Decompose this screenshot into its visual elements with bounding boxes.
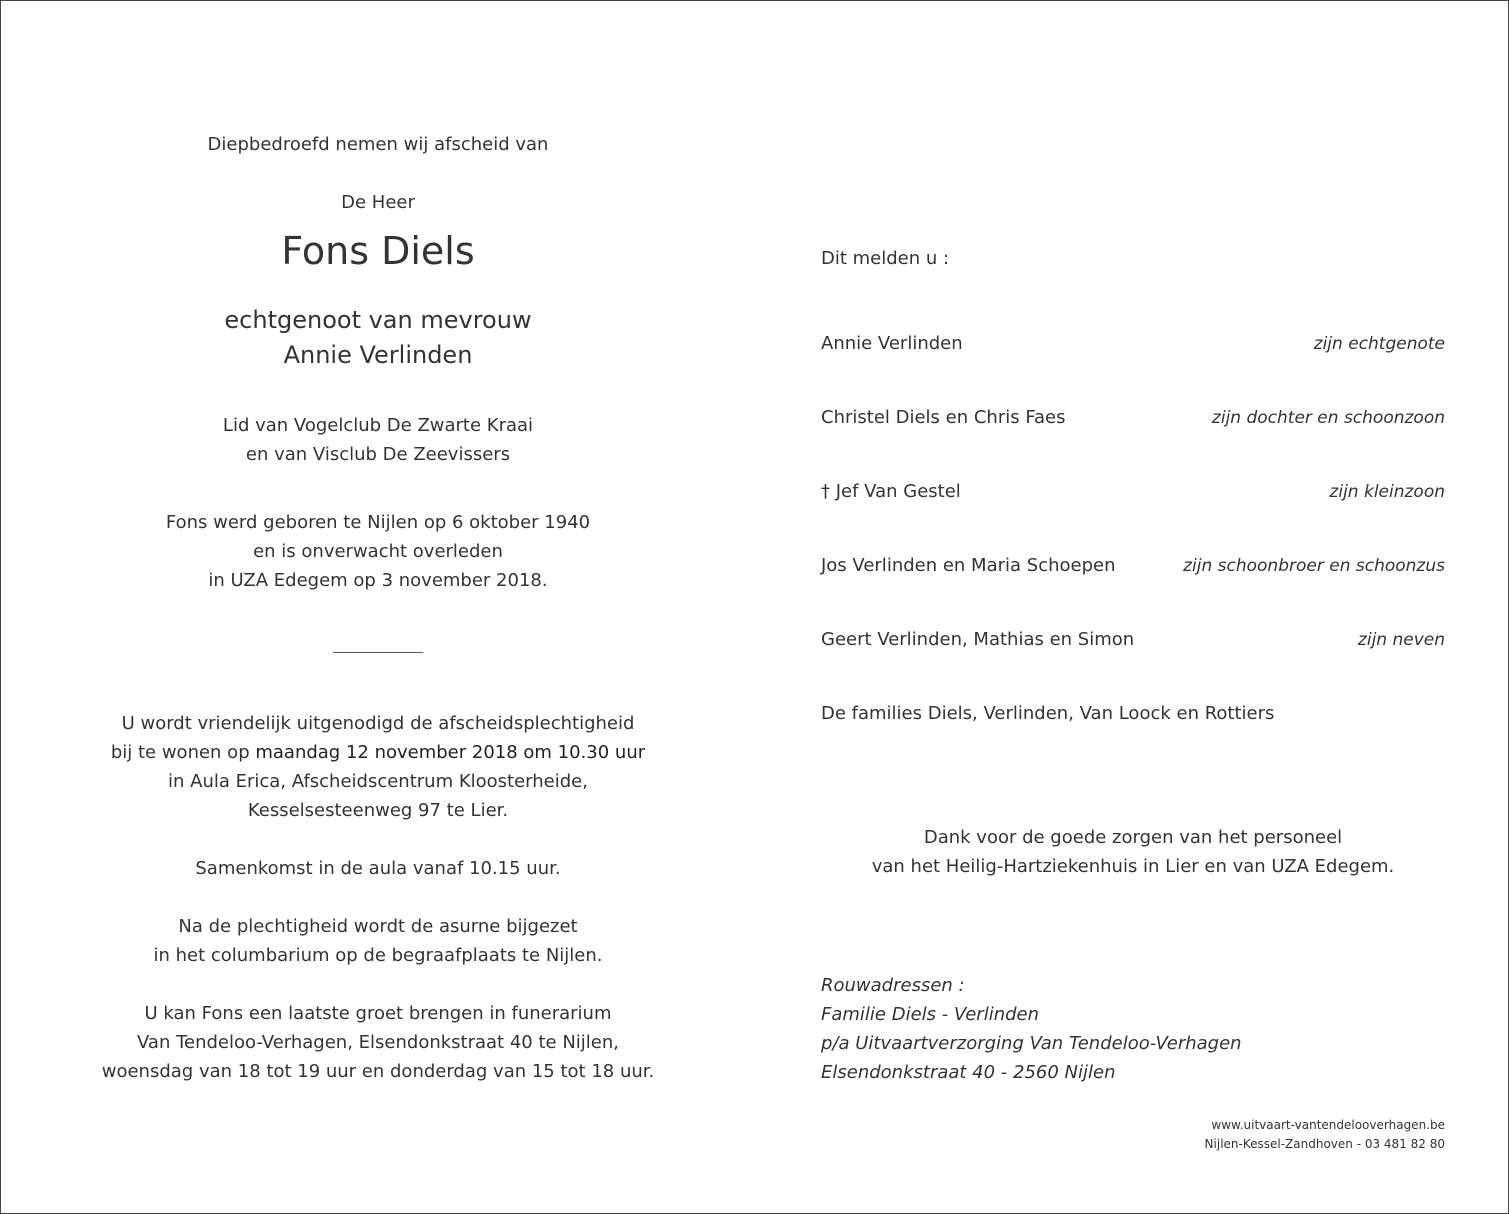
relative-name: Geert Verlinden, Mathias en Simon [821, 629, 1135, 650]
invite-line-1: U wordt vriendelijk uitgenodigd de afscheidsplechtigheid [121, 713, 635, 734]
gathering-text: Samenkomst in de aula vanaf 10.15 uur. [195, 858, 561, 879]
relative-name: Jos Verlinden en Maria Schoepen [821, 555, 1116, 576]
honorific: De Heer [341, 192, 415, 213]
urn-line-2: in het columbarium op de begraafplaats te Nijlen. [153, 945, 603, 966]
address-line-3: Elsendonkstraat 40 - 2560 Nijlen [821, 1062, 1116, 1083]
invite-line-3: in Aula Erica, Afscheidscentrum Kloosterheide, [168, 771, 588, 792]
footer-website: www.uitvaart-vantendelooverhagen.be [1211, 1118, 1445, 1132]
address-line-1: Familie Diels - Verlinden [821, 1004, 1040, 1025]
footer-contact: Nijlen-Kessel-Zandhoven - 03 481 82 80 [1204, 1137, 1445, 1151]
visit-line-3: woensdag van 18 tot 19 uur en donderdag van 15 tot 18 uur. [101, 1061, 655, 1082]
visit-line-2: Van Tendeloo-Verhagen, Elsendonkstraat 40 te Nijlen, [137, 1032, 619, 1053]
relative-name: † Jef Van Gestel [821, 481, 961, 502]
ceremony-date: maandag 12 november 2018 om 10.30 uur [255, 742, 646, 763]
announce-text: Dit melden u : [821, 248, 950, 269]
divider [333, 652, 423, 653]
invite-line-4: Kesselsesteenweg 97 te Lier. [247, 800, 509, 821]
intro-text: Diepbedroefd nemen wij afscheid van [207, 134, 549, 155]
relative-name: Christel Diels en Chris Faes [821, 407, 1066, 428]
membership-line-1: Lid van Vogelclub De Zwarte Kraai [222, 415, 534, 436]
relative-name: Annie Verlinden [821, 333, 963, 354]
deceased-name: Fons Diels [281, 229, 475, 273]
visit-line-1: U kan Fons een laatste groet brengen in funerarium [144, 1003, 612, 1024]
relative-relation: zijn dochter en schoonzoon [1211, 408, 1445, 428]
relative-relation: zijn schoonbroer en schoonzus [1183, 556, 1445, 576]
families-text: De families Diels, Verlinden, Van Loock en Rottiers [821, 703, 1275, 724]
invite-line-2 [81, 742, 675, 763]
birth-line-3: in UZA Edegem op 3 november 2018. [208, 570, 548, 591]
relative-relation: zijn neven [1357, 630, 1445, 650]
membership-line-2: en van Visclub De Zeevissers [245, 444, 511, 465]
relative-relation: zijn echtgenote [1313, 334, 1445, 354]
urn-line-1: Na de plechtigheid wordt de asurne bijgezet [178, 916, 578, 937]
address-line-2: p/a Uitvaartverzorging Van Tendeloo-Verhagen [821, 1033, 1242, 1054]
address-heading: Rouwadressen : [821, 975, 965, 996]
invite-line-2-prefix: bij te wonen op [110, 742, 256, 763]
relative-relation: zijn kleinzoon [1329, 482, 1445, 502]
spouse-name: Annie Verlinden [283, 341, 473, 369]
birth-line-2: en is onverwacht overleden [253, 541, 503, 562]
birth-line-1: Fons werd geboren te Nijlen op 6 oktober 1940 [165, 512, 591, 533]
thanks-line-1: Dank voor de goede zorgen van het personeel [923, 827, 1343, 848]
thanks-line-2: van het Heilig-Hartziekenhuis in Lier en van UZA Edegem. [871, 856, 1395, 877]
spouse-label: echtgenoot van mevrouw [224, 306, 532, 334]
